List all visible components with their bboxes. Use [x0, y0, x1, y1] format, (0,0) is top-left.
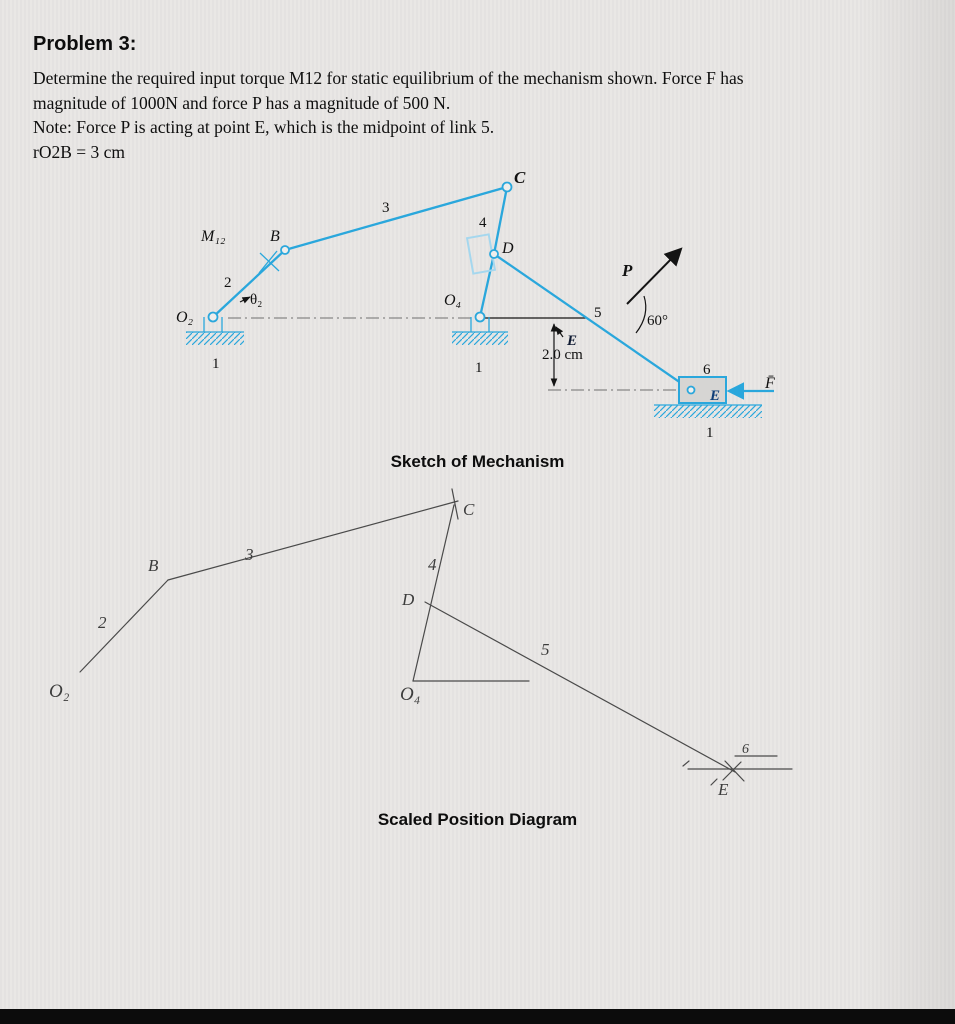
- label-link6: 6: [703, 362, 711, 378]
- label-e-mid: E: [567, 333, 578, 349]
- link-2-cross-mark: [259, 251, 279, 273]
- pivot-o4: [476, 313, 485, 322]
- joint-c: [503, 183, 512, 192]
- scaled-position-diagram: [35, 485, 825, 815]
- pos-label-b: B: [148, 556, 159, 575]
- pos-label-o2: O₂: [49, 681, 70, 702]
- pos-label-link2: 2: [98, 613, 107, 632]
- label-d: D: [502, 240, 514, 257]
- problem-statement: [33, 66, 744, 164]
- label-m12: M₁₂: [201, 228, 226, 245]
- pos-label-link3: 3: [245, 545, 254, 564]
- label-dimension: 2.0 cm: [542, 347, 583, 363]
- pos-label-link6: 6: [742, 742, 749, 757]
- mechanism-sketch: [150, 165, 830, 457]
- joint-d: [490, 250, 498, 258]
- pos-link-5: [425, 602, 735, 772]
- pos-label-d: D: [402, 590, 415, 609]
- joint-e-slider: [688, 387, 695, 394]
- label-angle-60: 60°: [647, 313, 668, 329]
- label-e-slider: E: [710, 388, 721, 404]
- sketch-caption: Sketch of Mechanism: [390, 452, 565, 471]
- problem-line-4: rO2B = 3 cm: [33, 141, 126, 162]
- problem-line-3: Note: Force P is acting at point E, which is the midpoint of link 5.: [33, 117, 495, 137]
- label-link4: 4: [479, 215, 487, 231]
- label-o4: O₄: [444, 292, 462, 309]
- e-pointer-tick: [556, 327, 563, 337]
- pos-label-c: C: [463, 500, 475, 519]
- label-link2: 2: [224, 275, 232, 291]
- problem-title: Problem 3:: [33, 33, 137, 55]
- ground-slider: [654, 405, 762, 418]
- pos-link-2: [80, 580, 168, 672]
- joint-b: [281, 246, 289, 254]
- pivot-o2: [209, 313, 218, 322]
- pos-link-3: [168, 501, 458, 580]
- pos-label-o4: O₄: [400, 684, 421, 705]
- label-c: C: [514, 168, 526, 187]
- label-ground-mid: 1: [475, 360, 483, 376]
- photo-bottom-edge: [0, 1009, 955, 1024]
- label-ground-right: 1: [706, 425, 714, 441]
- problem-line-2: magnitude of 1000N and force P has a magnitude of 500 N.: [33, 92, 451, 113]
- label-link3: 3: [382, 200, 390, 216]
- angle-arc-60: [636, 296, 646, 333]
- pos-label-link4: 4: [428, 555, 437, 574]
- label-o2: O₂: [176, 309, 194, 326]
- label-link5: 5: [594, 305, 602, 321]
- link-3: [285, 187, 507, 250]
- label-theta2: θ₂: [250, 292, 263, 308]
- label-ground-left: 1: [212, 356, 220, 372]
- label-f-force: F̄: [765, 375, 775, 392]
- problem-line-1: Determine the required input torque M12 for static equilibrium of the mechanism shown. Force F has: [33, 68, 744, 88]
- label-b: B: [270, 228, 280, 245]
- pos-c-tick: [452, 489, 458, 519]
- pos-label-e: E: [718, 780, 729, 799]
- pos-link-4: [413, 505, 454, 681]
- label-p-force: P: [622, 261, 633, 280]
- pos-label-link5: 5: [541, 640, 550, 659]
- force-p-arrow: [627, 250, 680, 304]
- theta2-arrow: [240, 297, 250, 302]
- pos-e-cross-mark: [683, 761, 744, 785]
- position-diagram-caption: Scaled Position Diagram: [377, 810, 578, 829]
